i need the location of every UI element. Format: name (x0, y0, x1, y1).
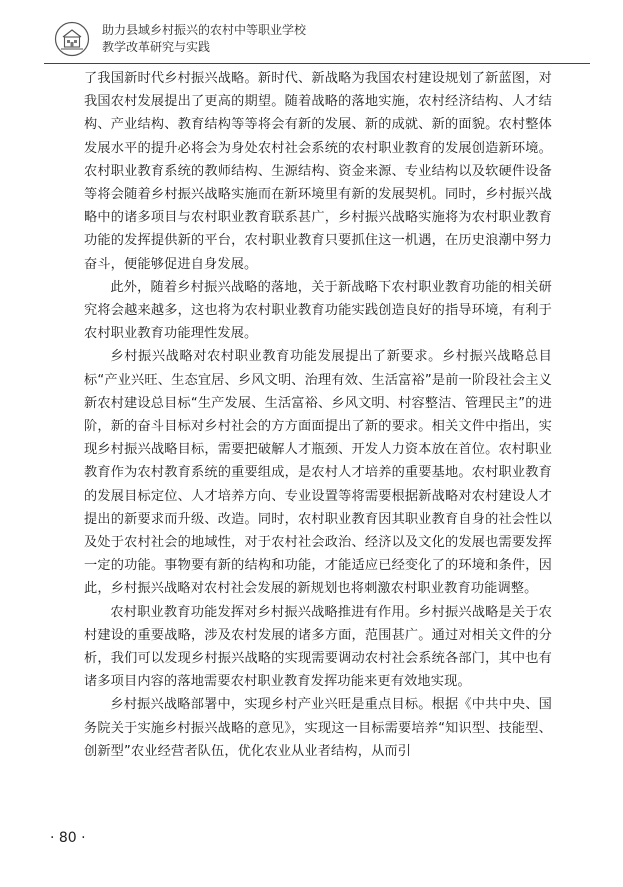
running-header (44, 18, 590, 62)
header-title (102, 22, 306, 56)
paragraph-1: 了我国新时代乡村振兴战略。新时代、新战略为我国农村建设规划了新蓝图，对我国农村发展提出了更高的期望。随着战略的落地实施，农村经济结构、人才结构、产业结构、教育结构等等将会有新的发展、新的成就、新的面貌。农村整体发展水平的提升必将会为身处农村社会系统的农村职业教育的发展创造新环境。农村职业教育系统的教师结构、生源结构、资金来源、专业结构以及软硬件设备等将会随着乡村振兴战略实施而在新环境里有新的发展契机。同时，乡村振兴战略中的诸多项目与农村职业教育联系甚广，乡村振兴战略实施将为农村职业教育功能的发挥提供新的平台，农村职业教育只要抓住这一机遇，在历史浪潮中努力奋斗，便能够促进自身发展。 (84, 71, 552, 272)
paragraph-2: 此外，随着乡村振兴战略的落地，关于新战略下农村职业教育功能的相关研究将会越来越多，这也将为农村职业教育功能实践创造良好的指导环境，有利于农村职业教育功能理性发展。 (84, 279, 552, 342)
paragraph-4: 农村职业教育功能发挥对乡村振兴战略推进有作用。乡村振兴战略是关于农村建设的重要战略，涉及农村发展的诸多方面，范围甚广。通过对相关文件的分析，我们可以发现乡村振兴战略的实现需要调动农村社会系统各部门，其中也有诸多项目内容的落地需要农村职业教育发挥功能来更有效地实现。 (84, 604, 552, 690)
paragraph-3: 乡村振兴战略对农村职业教育功能发展提出了新要求。乡村振兴战略总目标“产业兴旺、生态宜居、乡风文明、治理有效、生活富裕”是前一阶段社会主义新农村建设总目标“生产发展、生活富裕、乡风文明、村容整洁、管理民主”的进阶，新的奋斗目标对乡村社会的方方面面提出了新的要求。相关文件中指出，实现乡村振兴战略目标，需要把破解人才瓶颈、开发人力资本放在首位。农村职业教育作为农村教育系统的重要组成，是农村人才培养的重要基地。农村职业教育的发展目标定位、人才培养方向、专业设置等将需要根据新战略对农村建设人才提出的新要求而升级、改造。同时，农村职业教育因其职业教育自身的社会性以及处于农村社会的地域性，对于农村社会政治、经济以及文化的发展也需要发挥一定的功能。事物要有新的结构和功能，才能适应已经变化了的环境和条件，因此，乡村振兴战略对农村社会发展的新规划也将刺激农村职业教育功能调整。 (84, 349, 552, 597)
header-title-line-1: 助力县域乡村振兴的农村中等职业学校 (102, 23, 307, 37)
page-number: · 80 · (50, 830, 86, 846)
paragraph-5: 乡村振兴战略部署中，实现乡村产业兴旺是重点目标。根据《中共中央、国务院关于实施乡村振兴战略的意见》，实现这一目标需要培养“知识型、技能型、创新型”农业经营者队伍，优化农业从业者结构，从而引 (84, 697, 552, 759)
header-rule (44, 63, 590, 64)
body-text (84, 67, 552, 763)
header-title-line-2: 教学改革研究与实践 (102, 40, 211, 54)
school-building-icon (54, 21, 90, 57)
